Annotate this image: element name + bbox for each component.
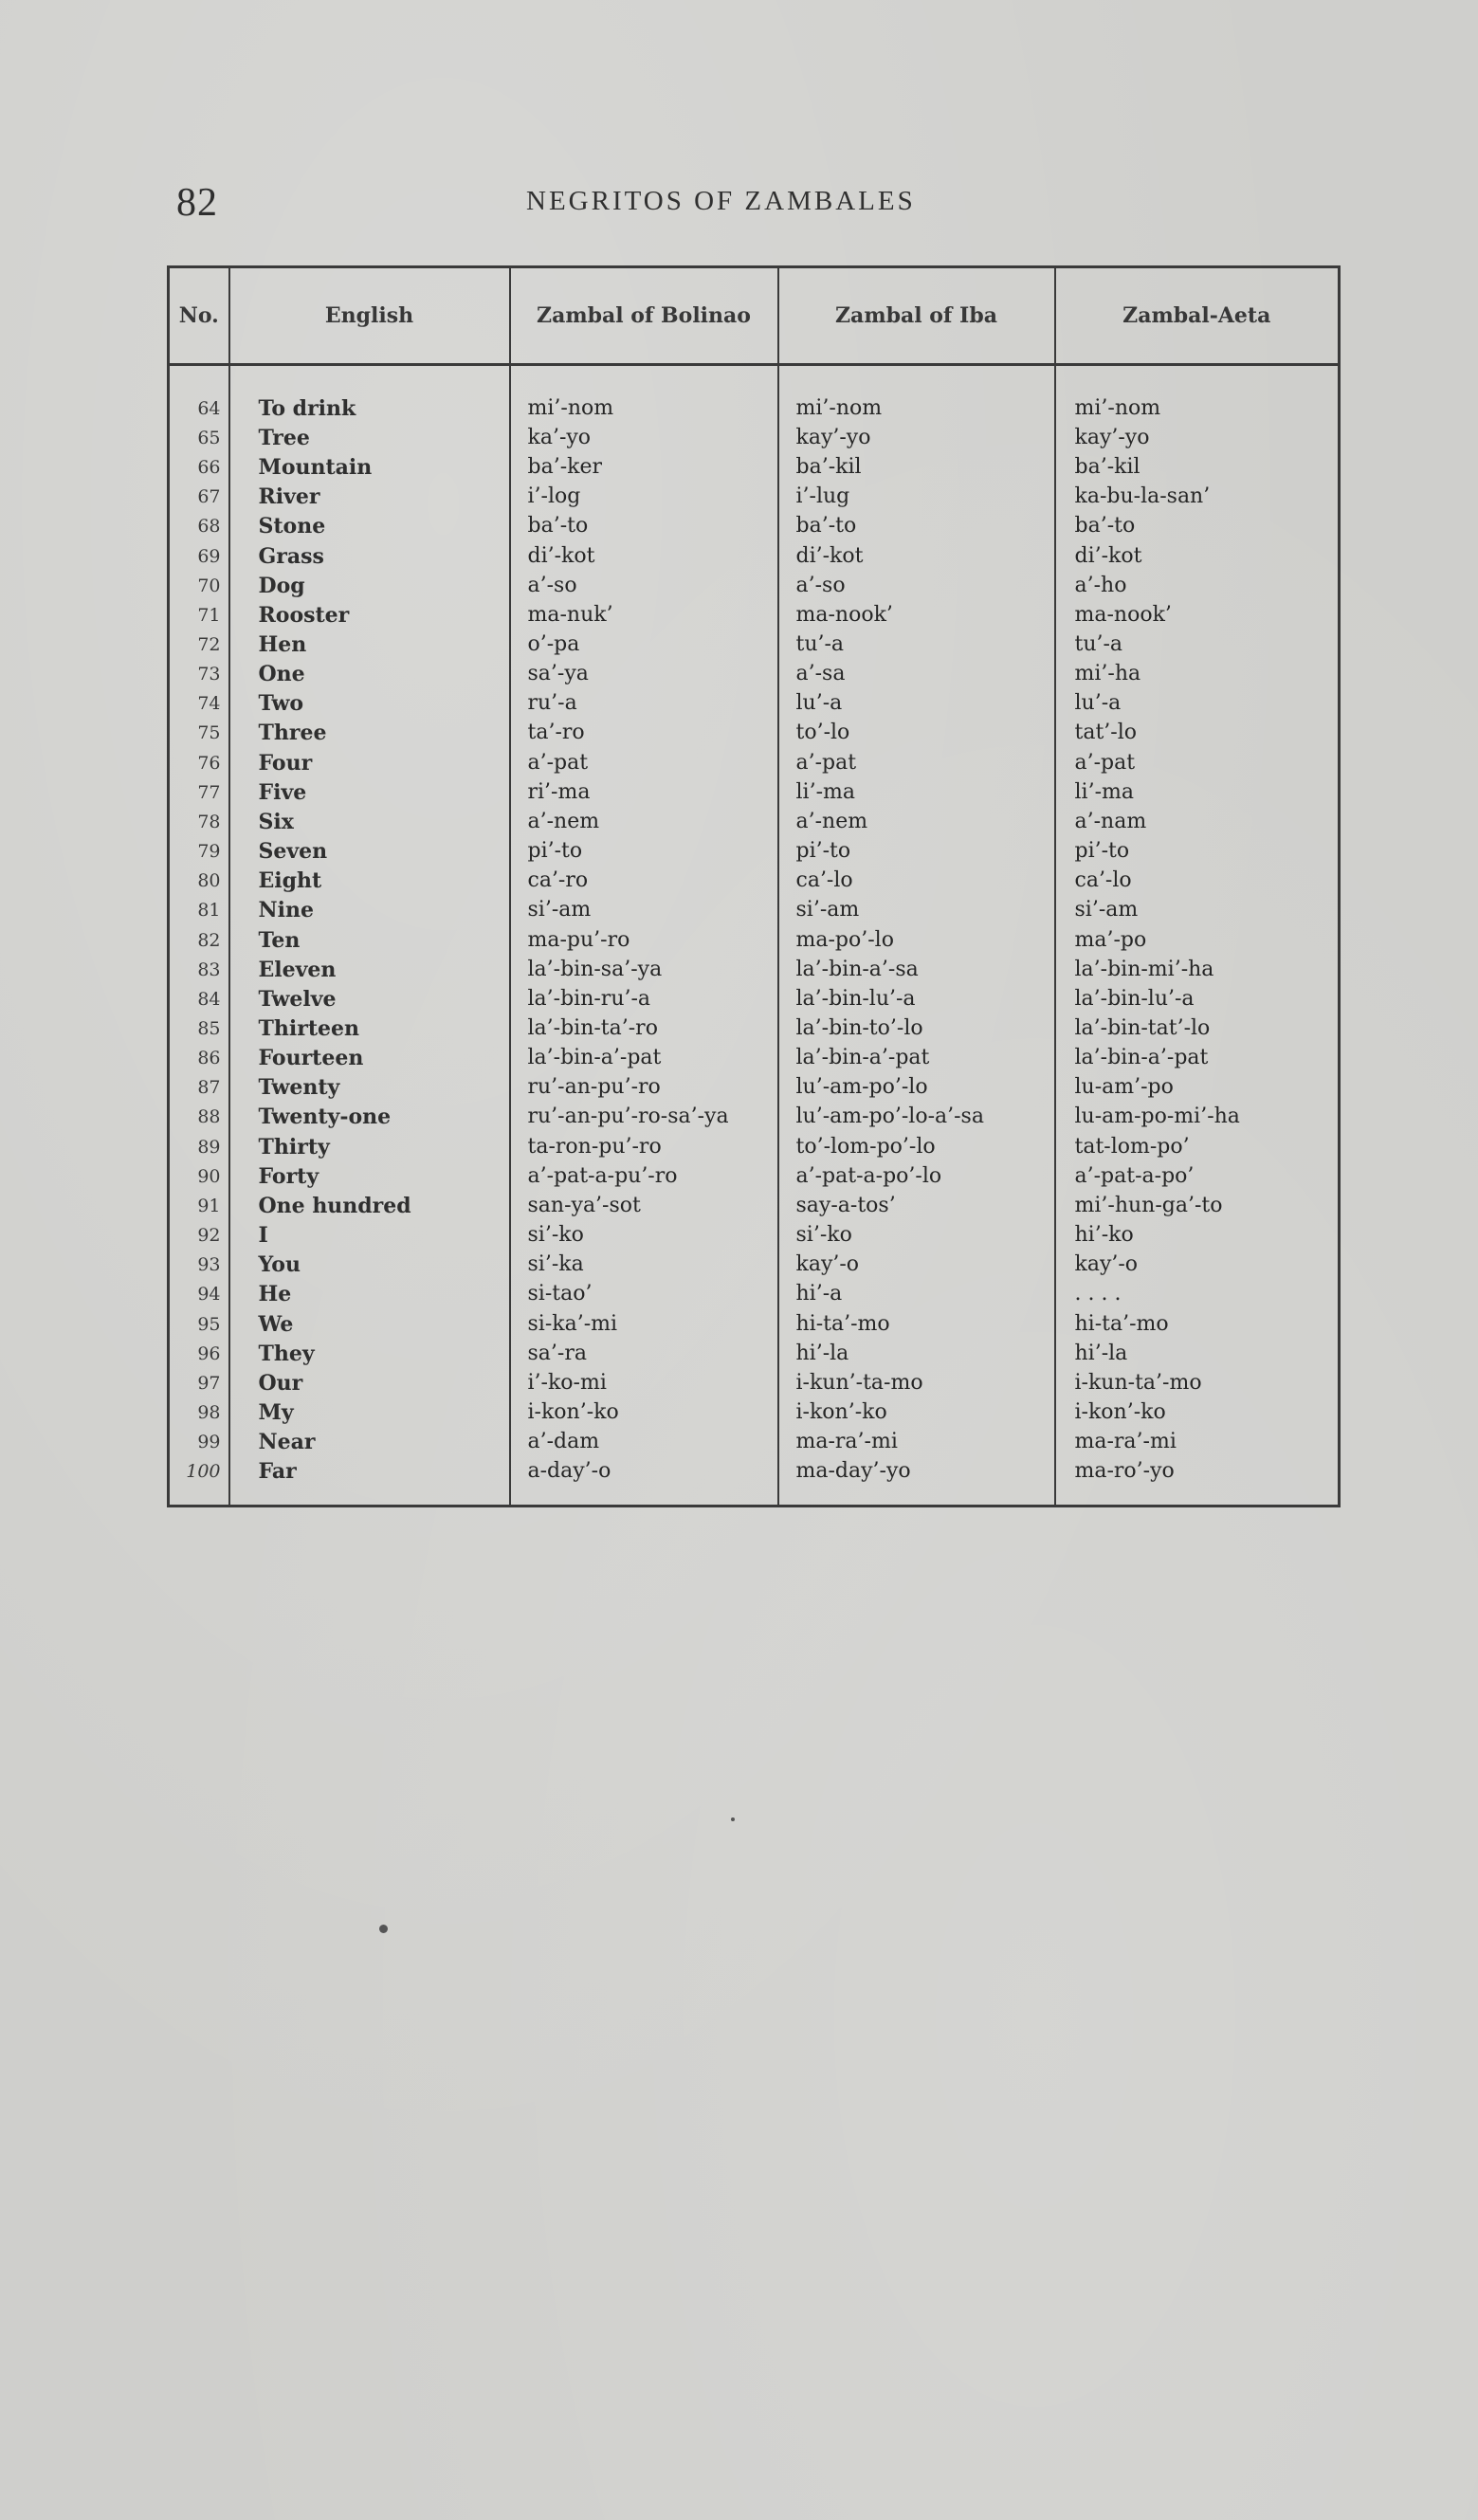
page-number: 82	[176, 181, 218, 225]
iba-word: la’-bin-lu’-a	[778, 984, 1055, 1013]
table-row	[169, 807, 1340, 836]
row-number: 80	[197, 870, 221, 892]
english-word: Grass	[229, 541, 510, 571]
iba-word: kay’-yo	[778, 423, 1055, 452]
bolinao-word: si-ka’-mi	[510, 1309, 778, 1339]
bolinao-word: sa’-ya	[510, 660, 778, 689]
table-row	[169, 748, 1340, 777]
row-number: 66	[197, 457, 221, 479]
iba-word: a’-pat-a-po’-lo	[778, 1161, 1055, 1191]
english-word: Four	[229, 748, 510, 777]
table-row	[169, 1191, 1340, 1220]
aeta-word: tu’-a	[1055, 630, 1340, 659]
row-number: 64	[197, 397, 221, 419]
iba-word: pi’-to	[778, 836, 1055, 866]
row-number: 96	[197, 1342, 221, 1364]
aeta-word: i-kon’-ko	[1055, 1397, 1340, 1427]
iba-word: a’-sa	[778, 660, 1055, 689]
iba-word: si’-am	[778, 896, 1055, 925]
bolinao-word: la’-bin-ru’-a	[510, 984, 778, 1013]
bolinao-word: si-tao’	[510, 1280, 778, 1309]
bolinao-word: di’-kot	[510, 541, 778, 571]
row-number: 68	[197, 516, 221, 538]
english-word: Two	[229, 689, 510, 719]
table-row	[169, 1251, 1340, 1280]
row-number: 91	[197, 1195, 221, 1216]
english-word: Seven	[229, 836, 510, 866]
english-word: Our	[229, 1368, 510, 1397]
aeta-word: pi’-to	[1055, 836, 1340, 866]
english-word: Thirty	[229, 1132, 510, 1161]
table-row	[169, 1221, 1340, 1251]
aeta-word: la’-bin-a’-pat	[1055, 1044, 1340, 1073]
bolinao-word: ta-ron-pu’-ro	[510, 1132, 778, 1161]
bolinao-word: a’-so	[510, 571, 778, 600]
row-number: 77	[197, 781, 221, 803]
bolinao-word: la’-bin-a’-pat	[510, 1044, 778, 1073]
aeta-word: ka-bu-la-san’	[1055, 483, 1340, 512]
header-english: English	[229, 267, 510, 365]
aeta-word: ba’-to	[1055, 512, 1340, 541]
vocabulary-table	[167, 265, 1341, 1507]
table-row	[169, 393, 1340, 423]
iba-word: a’-nem	[778, 807, 1055, 836]
row-number: 99	[197, 1432, 221, 1453]
row-number: 82	[197, 929, 221, 951]
bolinao-word: ri’-ma	[510, 777, 778, 807]
iba-word: la’-bin-to’-lo	[778, 1013, 1055, 1043]
bolinao-word: a’-pat-a-pu’-ro	[510, 1161, 778, 1191]
bolinao-word: ka’-yo	[510, 423, 778, 452]
table-row	[169, 452, 1340, 482]
aeta-word: mi’-ha	[1055, 660, 1340, 689]
row-number: 75	[197, 722, 221, 744]
aeta-word: ma-nook’	[1055, 600, 1340, 630]
table-row	[169, 423, 1340, 452]
row-number: 94	[197, 1284, 221, 1306]
bolinao-word: ru’-an-pu’-ro	[510, 1073, 778, 1103]
english-word: My	[229, 1397, 510, 1427]
table-row	[169, 836, 1340, 866]
iba-word: ba’-to	[778, 512, 1055, 541]
bolinao-word: a’-nem	[510, 807, 778, 836]
aeta-word: la’-bin-tat’-lo	[1055, 1013, 1340, 1043]
table-row	[169, 1339, 1340, 1368]
english-word: I	[229, 1221, 510, 1251]
iba-word: say-a-tos’	[778, 1191, 1055, 1220]
row-number: 71	[197, 604, 221, 626]
bolinao-word: ru’-an-pu’-ro-sa’-ya	[510, 1103, 778, 1132]
row-number: 90	[197, 1165, 221, 1187]
row-number: 100	[186, 1461, 221, 1483]
row-number: 78	[197, 811, 221, 832]
english-word: Rooster	[229, 600, 510, 630]
iba-word: a’-pat	[778, 748, 1055, 777]
header-bolinao: Zambal of Bolinao	[510, 267, 778, 365]
iba-word: kay’-o	[778, 1251, 1055, 1280]
english-word: Far	[229, 1457, 510, 1487]
aeta-word: di’-kot	[1055, 541, 1340, 571]
iba-word: la’-bin-a’-sa	[778, 955, 1055, 984]
aeta-word: tat’-lo	[1055, 719, 1340, 748]
table-row	[169, 483, 1340, 512]
english-word: Five	[229, 777, 510, 807]
row-number: 87	[197, 1077, 221, 1099]
aeta-word: lu-am’-po	[1055, 1073, 1340, 1103]
bolinao-word: la’-bin-sa’-ya	[510, 955, 778, 984]
bolinao-word: ma-nuk’	[510, 600, 778, 630]
aeta-word: li’-ma	[1055, 777, 1340, 807]
aeta-word: la’-bin-lu’-a	[1055, 984, 1340, 1013]
row-number: 65	[197, 427, 221, 448]
iba-word: hi’-a	[778, 1280, 1055, 1309]
english-word: Stone	[229, 512, 510, 541]
row-number: 79	[197, 841, 221, 863]
row-number: 73	[197, 664, 221, 685]
bolinao-word: o’-pa	[510, 630, 778, 659]
ink-speck	[731, 1817, 735, 1821]
aeta-word: i-kun-ta’-mo	[1055, 1368, 1340, 1397]
iba-word: lu’-am-po’-lo-a’-sa	[778, 1103, 1055, 1132]
row-number: 69	[197, 545, 221, 567]
english-word: Forty	[229, 1161, 510, 1191]
english-word: Ten	[229, 925, 510, 955]
bolinao-word: a’-pat	[510, 748, 778, 777]
iba-word: si’-ko	[778, 1221, 1055, 1251]
iba-word: mi’-nom	[778, 393, 1055, 423]
aeta-word: ma-ra’-mi	[1055, 1428, 1340, 1457]
row-number: 95	[197, 1313, 221, 1335]
iba-word: hi’-la	[778, 1339, 1055, 1368]
iba-word: lu’-am-po’-lo	[778, 1073, 1055, 1103]
iba-word: ba’-kil	[778, 452, 1055, 482]
iba-word: to’-lo	[778, 719, 1055, 748]
iba-word: ma-day’-yo	[778, 1457, 1055, 1487]
table-row	[169, 541, 1340, 571]
aeta-word: a’-pat-a-po’	[1055, 1161, 1340, 1191]
table-row	[169, 867, 1340, 896]
english-word: One hundred	[229, 1191, 510, 1220]
row-number: 88	[197, 1106, 221, 1128]
aeta-word: . . . .	[1055, 1280, 1340, 1309]
row-number: 92	[197, 1225, 221, 1247]
iba-word: i-kon’-ko	[778, 1397, 1055, 1427]
aeta-word: ma-ro’-yo	[1055, 1457, 1340, 1487]
iba-word: i’-lug	[778, 483, 1055, 512]
table-row	[169, 1044, 1340, 1073]
row-number: 72	[197, 633, 221, 655]
table-row	[169, 1309, 1340, 1339]
bolinao-word: ma-pu’-ro	[510, 925, 778, 955]
iba-word: li’-ma	[778, 777, 1055, 807]
bolinao-word: si’-am	[510, 896, 778, 925]
header-aeta: Zambal-Aeta	[1055, 267, 1340, 365]
aeta-word: lu’-a	[1055, 689, 1340, 719]
english-word: River	[229, 483, 510, 512]
table-row	[169, 984, 1340, 1013]
row-number: 76	[197, 752, 221, 774]
iba-word: di’-kot	[778, 541, 1055, 571]
english-word: Fourteen	[229, 1044, 510, 1073]
aeta-word: la’-bin-mi’-ha	[1055, 955, 1340, 984]
header-row	[169, 267, 1340, 365]
english-word: Tree	[229, 423, 510, 452]
bolinao-word: a-day’-o	[510, 1457, 778, 1487]
ink-speck	[379, 1925, 388, 1933]
table-row	[169, 1132, 1340, 1161]
iba-word: la’-bin-a’-pat	[778, 1044, 1055, 1073]
table-row	[169, 630, 1340, 659]
aeta-word: hi-ta’-mo	[1055, 1309, 1340, 1339]
table-spacer-row	[169, 365, 1340, 394]
aeta-word: hi’-la	[1055, 1339, 1340, 1368]
bolinao-word: ta’-ro	[510, 719, 778, 748]
table-row	[169, 1428, 1340, 1457]
aeta-word: mi’-nom	[1055, 393, 1340, 423]
table-row	[169, 571, 1340, 600]
table-row	[169, 689, 1340, 719]
table-row	[169, 1368, 1340, 1397]
bolinao-word: pi’-to	[510, 836, 778, 866]
english-word: We	[229, 1309, 510, 1339]
row-number: 81	[197, 900, 221, 922]
bolinao-word: i’-log	[510, 483, 778, 512]
bolinao-word: ca’-ro	[510, 867, 778, 896]
bolinao-word: i-kon’-ko	[510, 1397, 778, 1427]
table-row	[169, 1073, 1340, 1103]
bolinao-word: si’-ko	[510, 1221, 778, 1251]
bolinao-word: sa’-ra	[510, 1339, 778, 1368]
header-iba: Zambal of Iba	[778, 267, 1055, 365]
table-trailer-row	[169, 1487, 1340, 1507]
table-row	[169, 777, 1340, 807]
english-word: He	[229, 1280, 510, 1309]
table-row	[169, 600, 1340, 630]
bolinao-word: ru’-a	[510, 689, 778, 719]
table-row	[169, 896, 1340, 925]
row-number: 85	[197, 1018, 221, 1039]
english-word: Thirteen	[229, 1013, 510, 1043]
table-row	[169, 1161, 1340, 1191]
aeta-word: a’-ho	[1055, 571, 1340, 600]
table-row	[169, 719, 1340, 748]
iba-word: ca’-lo	[778, 867, 1055, 896]
english-word: Eight	[229, 867, 510, 896]
row-number: 89	[197, 1136, 221, 1158]
aeta-word: a’-pat	[1055, 748, 1340, 777]
aeta-word: ma’-po	[1055, 925, 1340, 955]
aeta-word: ca’-lo	[1055, 867, 1340, 896]
iba-word: i-kun’-ta-mo	[778, 1368, 1055, 1397]
table-row	[169, 1103, 1340, 1132]
iba-word: ma-po’-lo	[778, 925, 1055, 955]
iba-word: ma-ra’-mi	[778, 1428, 1055, 1457]
row-number: 74	[197, 693, 221, 715]
aeta-word: kay’-o	[1055, 1251, 1340, 1280]
aeta-word: tat-lom-po’	[1055, 1132, 1340, 1161]
aeta-word: mi’-hun-ga’-to	[1055, 1191, 1340, 1220]
row-number: 67	[197, 486, 221, 508]
row-number: 83	[197, 959, 221, 980]
row-number: 98	[197, 1402, 221, 1424]
bolinao-word: si’-ka	[510, 1251, 778, 1280]
english-word: You	[229, 1251, 510, 1280]
english-word: Eleven	[229, 955, 510, 984]
english-word: Nine	[229, 896, 510, 925]
english-word: One	[229, 660, 510, 689]
english-word: Mountain	[229, 452, 510, 482]
header-no: No.	[169, 267, 229, 365]
aeta-word: a’-nam	[1055, 807, 1340, 836]
iba-word: hi-ta’-mo	[778, 1309, 1055, 1339]
table-row	[169, 1013, 1340, 1043]
table-row	[169, 925, 1340, 955]
bolinao-word: la’-bin-ta’-ro	[510, 1013, 778, 1043]
table-row	[169, 1280, 1340, 1309]
english-word: Three	[229, 719, 510, 748]
row-number: 97	[197, 1372, 221, 1394]
table-row	[169, 1397, 1340, 1427]
table-row	[169, 1457, 1340, 1487]
aeta-word: hi’-ko	[1055, 1221, 1340, 1251]
iba-word: a’-so	[778, 571, 1055, 600]
bolinao-word: ba’-ker	[510, 452, 778, 482]
bolinao-word: i’-ko-mi	[510, 1368, 778, 1397]
running-head: NEGRITOS OF ZAMBALES	[526, 186, 916, 216]
table-body	[169, 365, 1340, 1507]
english-word: Near	[229, 1428, 510, 1457]
bolinao-word: a’-dam	[510, 1428, 778, 1457]
aeta-word: si’-am	[1055, 896, 1340, 925]
english-word: They	[229, 1339, 510, 1368]
bolinao-word: san-ya’-sot	[510, 1191, 778, 1220]
aeta-word: lu-am-po-mi’-ha	[1055, 1103, 1340, 1132]
iba-word: ma-nook’	[778, 600, 1055, 630]
aeta-word: ba’-kil	[1055, 452, 1340, 482]
english-word: Hen	[229, 630, 510, 659]
iba-word: lu’-a	[778, 689, 1055, 719]
row-number: 86	[197, 1048, 221, 1069]
english-word: To drink	[229, 393, 510, 423]
aeta-word: kay’-yo	[1055, 423, 1340, 452]
english-word: Twenty-one	[229, 1103, 510, 1132]
iba-word: to’-lom-po’-lo	[778, 1132, 1055, 1161]
table-row	[169, 512, 1340, 541]
english-word: Twenty	[229, 1073, 510, 1103]
english-word: Twelve	[229, 984, 510, 1013]
english-word: Dog	[229, 571, 510, 600]
iba-word: tu’-a	[778, 630, 1055, 659]
row-number: 93	[197, 1254, 221, 1276]
bolinao-word: ba’-to	[510, 512, 778, 541]
row-number: 84	[197, 988, 221, 1010]
english-word: Six	[229, 807, 510, 836]
row-number: 70	[197, 575, 221, 596]
bolinao-word: mi’-nom	[510, 393, 778, 423]
table-row	[169, 660, 1340, 689]
table-row	[169, 955, 1340, 984]
